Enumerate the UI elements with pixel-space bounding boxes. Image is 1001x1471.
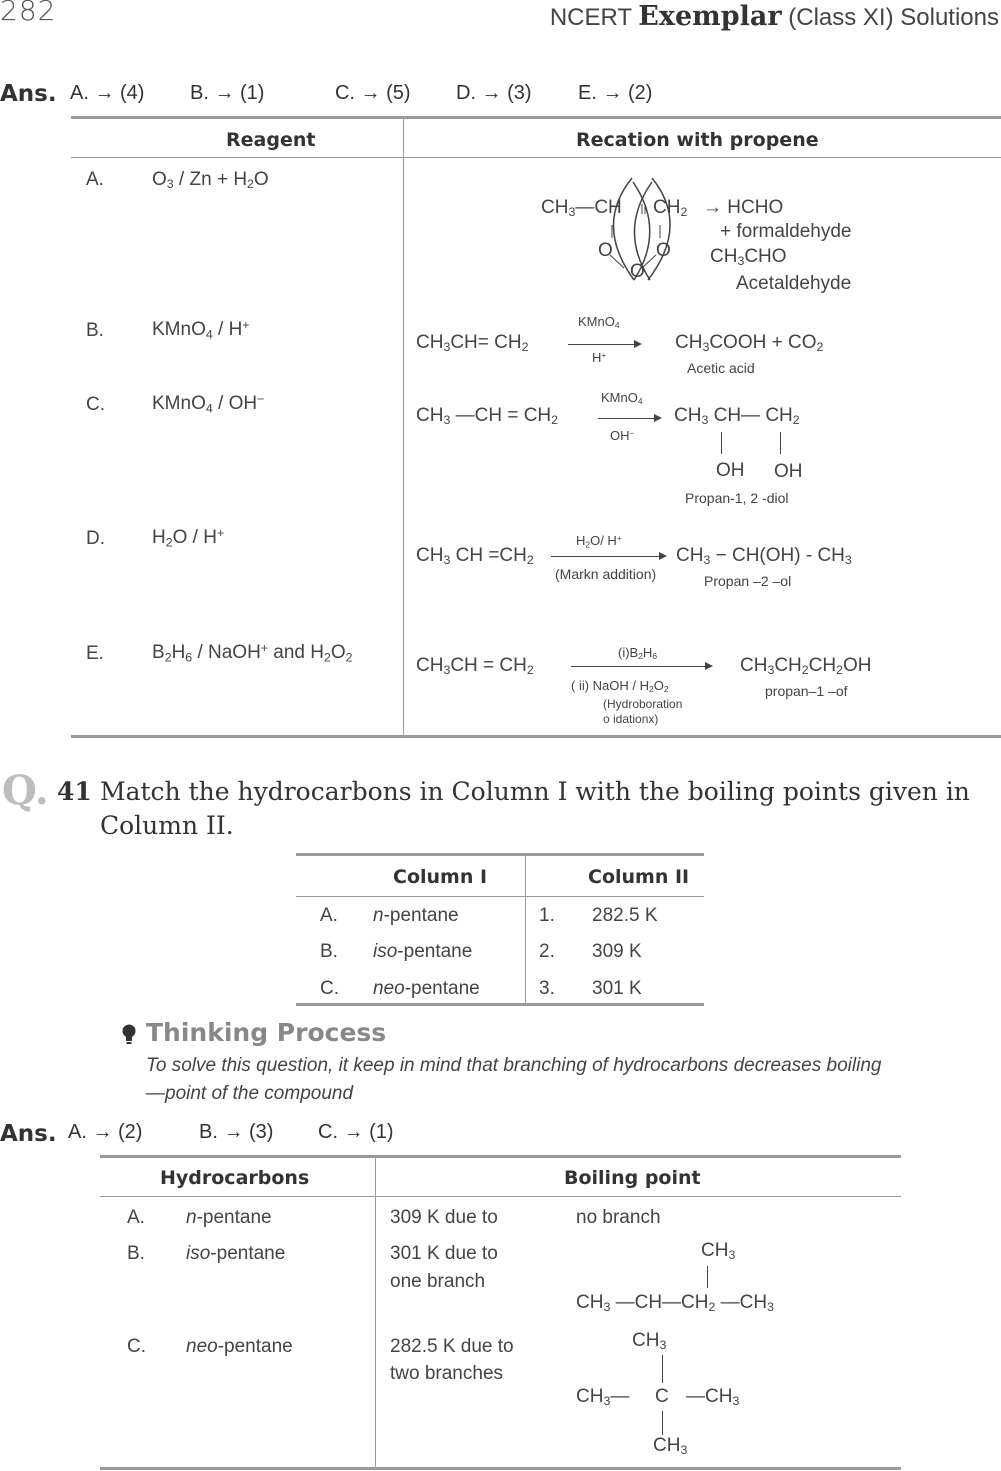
neo-pentane-left-methyl: $CH_3—$ [576, 1386, 630, 1409]
neo-pentane-bottom-bond [662, 1411, 663, 1435]
column-header-reaction: Recation with propene [576, 129, 819, 151]
col1-item-c-prefix: neo [373, 978, 405, 999]
bp-hydrocarbon-b-rest: -pentane [210, 1243, 286, 1264]
iso-pentane-chain: $CH_3$ $—CH—CH_2$ $—CH_3$ [576, 1292, 774, 1315]
reactant-d: $CH_3$ CH $=CH_2$ [416, 545, 534, 568]
hydrocarbons-header: Hydrocarbons [160, 1167, 310, 1189]
answer-2-match-a: A. → (2) [68, 1121, 143, 1143]
iso-pentane-top-methyl: $CH_3$ [701, 1240, 736, 1263]
reagent-above-d: $H_2O/$ H+ [576, 533, 622, 550]
col2-num-3: 3. [539, 978, 555, 999]
bp-letter-b: B. [127, 1243, 145, 1264]
col1-item-b-prefix: iso [373, 941, 398, 962]
reagent-above-c: KMnO$_4$ [601, 390, 643, 407]
row-letter-d: D. [86, 528, 105, 549]
reaction-arrow-b [568, 344, 640, 345]
bp-value-c: 282.5 K due to [390, 1336, 514, 1357]
answer-match-e: E. → (2) [578, 82, 653, 104]
answer-2-label: Ans. [0, 1121, 57, 1147]
col1-item-b-rest: -pentane [397, 941, 473, 962]
reagent-below-d: (Markn addition) [555, 566, 657, 582]
lightbulb-icon [121, 1024, 137, 1046]
bp-hydrocarbon-a [186, 1207, 272, 1229]
column-table-top-rule [296, 853, 704, 856]
answer-2-match-c: C. → (1) [318, 1121, 394, 1143]
ozonide-right: $CH_2$ [653, 197, 688, 220]
book-title-suffix: (Class XI) Solutions [788, 4, 999, 31]
answer-match-b: B. → (1) [190, 82, 265, 104]
thinking-process-line-1: To solve this question, it keep in mind that branching of hydrocarbons decreases boiling [146, 1055, 882, 1076]
product-hcho: → HCHO [703, 197, 784, 218]
page-number: 282 [0, 0, 57, 27]
reaction-arrow-d [551, 556, 665, 557]
iso-pentane-branch-bond [707, 1266, 708, 1288]
row-letter-e: E. [86, 643, 104, 664]
boiling-point-header: Boiling point [564, 1167, 701, 1189]
ozonide-oxygen-middle: O [630, 261, 645, 282]
reagent-a: $O_3 / Zn + H_2O$ [152, 169, 269, 192]
col1-item-a [373, 905, 459, 927]
table-column-divider [403, 118, 404, 736]
neo-pentane-top-bond [662, 1355, 663, 1383]
reagent-below-c: OH− [610, 428, 635, 444]
bp-hydrocarbon-b [186, 1243, 285, 1265]
reagent-c: KMnO$_4$ / OH− [152, 392, 265, 416]
product-acetaldehyde-name: Acetaldehyde [736, 273, 852, 294]
col1-item-c [373, 978, 480, 1000]
question-number: 41 [57, 777, 92, 806]
bp-table-bottom-rule [100, 1467, 901, 1470]
column-i-header: Column I [393, 866, 488, 888]
bp-note-a: no branch [576, 1207, 661, 1228]
col1-item-b [373, 941, 472, 963]
col2-item-3: 301 K [592, 978, 642, 999]
table-bottom-rule [71, 735, 1001, 738]
bond-c2 [780, 432, 781, 454]
reactant-c: $CH_3$ —CH = $CH_2$ [416, 405, 559, 428]
product-b: $CH_3COOH + CO_2$ [675, 332, 824, 355]
book-title-prefix: NCERT [549, 4, 632, 31]
product-c-oh2: OH [774, 461, 803, 482]
col1-item-a-prefix: n [373, 905, 384, 926]
question-line-1: Match the hydrocarbons in Column I with the boiling points given in [100, 777, 970, 806]
ozonide-oxygen-left: O [598, 240, 613, 261]
bp-table-header-rule [100, 1196, 901, 1197]
col2-num-2: 2. [539, 941, 555, 962]
bp-value-a: 309 K due to [390, 1207, 498, 1228]
reaction-note-e2: o idationx) [603, 712, 659, 726]
reagent-below-b: H+ [592, 350, 607, 366]
reaction-arrow-c [598, 418, 660, 419]
bp-table-top-rule [100, 1155, 901, 1158]
bp-hydrocarbon-b-prefix: iso [186, 1243, 211, 1264]
reagent-e: $B_2H_6$ / NaOH+ and $H_2O_2$ [152, 641, 353, 665]
column-table-bottom-rule [296, 1003, 704, 1006]
answer-match-d: D. → (3) [456, 82, 532, 104]
question-line-2: Column II. [100, 811, 234, 840]
bp-hydrocarbon-c-rest: -pentane [217, 1336, 293, 1357]
bond-c1 [721, 432, 722, 454]
ozonide-oxygen-right: O [656, 240, 671, 261]
row-letter-c: C. [86, 394, 105, 415]
col1-letter-b: B. [320, 941, 338, 962]
column-ii-header: Column II [588, 866, 690, 888]
neo-pentane-bottom-methyl: $CH_3$ [653, 1435, 688, 1458]
ozonide-arcs [590, 170, 700, 290]
book-title-bold: Exemplar [638, 1, 782, 32]
ozonide-left: $CH_3—CH$ [541, 197, 622, 220]
col1-item-a-rest: -pentane [383, 905, 459, 926]
product-e: $CH_3CH_2CH_2OH$ [740, 655, 872, 678]
bp-value-c-line2: two branches [390, 1363, 504, 1384]
col2-item-2: 309 K [592, 941, 642, 962]
product-ch3cho: $CH_3CHO$ [710, 246, 787, 269]
thinking-process-line-2: —point of the compound [146, 1083, 354, 1104]
book-title [550, 1, 999, 32]
answer-match-c: C. → (5) [335, 82, 411, 104]
product-name-d: Propan –2 –ol [704, 573, 792, 589]
bp-value-b-line2: one branch [390, 1271, 486, 1292]
col1-letter-c: C. [320, 978, 339, 999]
bp-hydrocarbon-a-prefix: n [186, 1207, 197, 1228]
bp-hydrocarbon-a-rest: -pentane [196, 1207, 272, 1228]
reactant-b: $CH_3CH= CH_2$ [416, 332, 529, 355]
reagent-b: KMnO$_4$ / H+ [152, 318, 250, 342]
bp-letter-c: C. [127, 1336, 146, 1357]
row-letter-a: A. [86, 169, 104, 190]
reagent-above-b: KMnO$_4$ [578, 314, 620, 331]
col2-num-1: 1. [539, 905, 555, 926]
product-c-oh1: OH [716, 460, 745, 481]
col2-item-1: 282.5 K [592, 905, 658, 926]
reagent-d: $H_2O / H^+$ [152, 526, 225, 550]
table-header-rule [71, 157, 1001, 158]
column-table-divider [525, 855, 526, 1005]
product-d: $CH_3 - CH(OH) - CH_3$ [676, 545, 852, 568]
column-header-reagent: Reagent [226, 129, 316, 151]
column-table-header-rule [296, 896, 704, 897]
neo-pentane-top-methyl: $CH_3$ [632, 1330, 667, 1353]
neo-pentane-center-carbon: C [655, 1386, 669, 1407]
bp-table-divider [375, 1157, 376, 1468]
reagent-below-e: ( ii) NaOH / $H_2O_2$ [571, 678, 669, 695]
reaction-note-e1: (Hydroboration [603, 697, 683, 711]
answer-label: Ans. [0, 81, 57, 107]
col1-letter-a: A. [320, 905, 338, 926]
question-prefix: Q. [2, 767, 49, 814]
bp-letter-a: A. [127, 1207, 145, 1228]
reactant-e: $CH_3CH = CH_2$ [416, 655, 534, 678]
product-formaldehyde-name: + formaldehyde [720, 221, 852, 242]
bp-hydrocarbon-c [186, 1336, 293, 1358]
row-letter-b: B. [86, 320, 104, 341]
answer-match-a: A. → (4) [70, 82, 145, 104]
table-top-rule [71, 116, 1001, 119]
product-name-b: Acetic acid [687, 360, 755, 376]
thinking-process-title: Thinking Process [146, 1018, 387, 1047]
col1-item-c-rest: -pentane [404, 978, 480, 999]
product-name-e: propan–1 –of [765, 683, 848, 699]
neo-pentane-right-methyl: $—CH_3$ [686, 1386, 740, 1409]
answer-2-match-b: B. → (3) [199, 1121, 274, 1143]
bp-hydrocarbon-c-prefix: neo [186, 1336, 218, 1357]
reagent-above-e: $(i)B_2H_6$ [618, 645, 658, 662]
product-name-c: Propan-1, 2 -diol [685, 490, 789, 506]
bp-value-b: 301 K due to [390, 1243, 498, 1264]
reaction-arrow-e [571, 666, 711, 667]
product-c: $CH_3$ CH— $CH_2$ [674, 405, 800, 428]
